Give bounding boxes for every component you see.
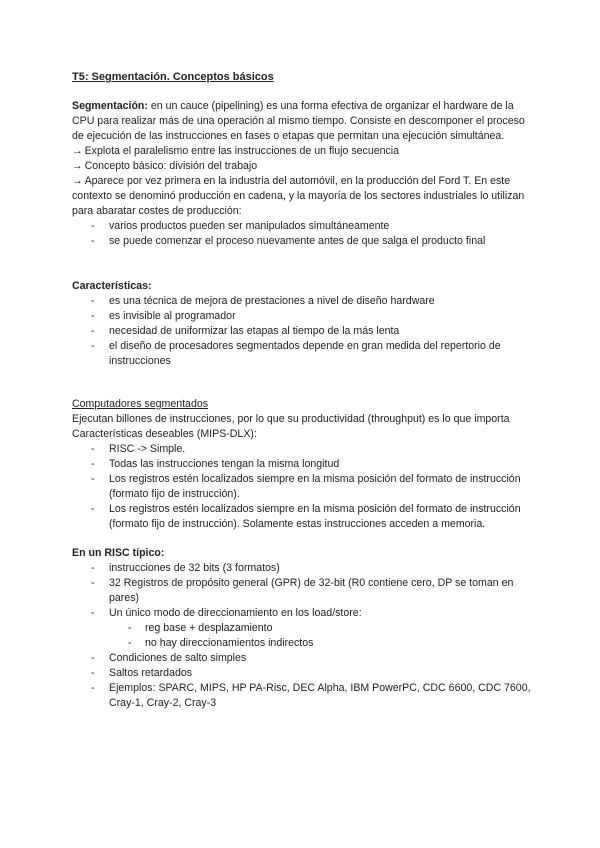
arrow-line-3 [72, 174, 534, 219]
list-item: - Los registros estén localizados siempre en la misma posición del formato de instrucción (formato fijo de instrucción). Solamente estas instrucciones acceden a memoria. [72, 502, 534, 532]
list-item: - instrucciones de 32 bits (3 formatos) [72, 561, 534, 576]
list-item: - Condiciones de salto simples [72, 651, 534, 666]
segmentacion-term: Segmentación: [72, 100, 148, 112]
computadores-intro: Ejecutan billones de instrucciones, por lo que su productividad (throughput) es lo que importa [72, 413, 510, 425]
list-item: - Un único modo de direccionamiento en los load/store: [72, 606, 534, 621]
list-item: - el diseño de procesadores segmentados depende en gran medida del repertorio de instrucciones [72, 339, 534, 369]
risc-heading-text: En un RISC típico: [72, 547, 165, 559]
segmentacion-list [72, 219, 534, 249]
list-item: - Los registros estén localizados siempre en la misma posición del formato de instrucción (formato fijo de instrucción). [72, 472, 534, 502]
risc-list [72, 561, 534, 621]
list-item: - Todas las instrucciones tengan la misma longitud [72, 457, 534, 472]
list-item: - necesidad de uniformizar las etapas al tiempo de la más lenta [72, 324, 534, 339]
arrow-line-2-text: Concepto básico: división del trabajo [84, 160, 258, 172]
risc-sublist [72, 621, 534, 651]
computadores-list [72, 442, 534, 532]
caracteristicas-heading-text: Características: [72, 280, 152, 292]
segmentacion-paragraph [72, 99, 534, 144]
computadores-desired: Características deseables (MIPS-DLX): [72, 428, 257, 440]
arrow-line-2 [72, 159, 534, 174]
list-item: - varios productos pueden ser manipulados simultáneamente [72, 219, 534, 234]
list-item: - Saltos retardados [72, 666, 534, 681]
list-item: - reg base + desplazamiento [72, 621, 534, 636]
caracteristicas-list [72, 294, 534, 369]
risc-list-continued [72, 651, 534, 711]
document-content [72, 70, 534, 711]
arrow-line-1 [72, 144, 534, 159]
computadores-heading: Computadores segmentados [72, 398, 209, 410]
list-item: - es una técnica de mejora de prestaciones a nivel de diseño hardware [72, 294, 534, 309]
list-item: - se puede comenzar el proceso nuevamente antes de que salga el producto final [72, 234, 534, 249]
list-item: - 32 Registros de propósito general (GPR) de 32-bit (R0 contiene cero, DP se toman en pares) [72, 576, 534, 606]
list-item: - es invisible al programador [72, 309, 534, 324]
list-item: - Ejemplos: SPARC, MIPS, HP PA-Risc, DEC Alpha, IBM PowerPC, CDC 6600, CDC 7600, Cray-1, Cray-2, Cray-3 [72, 681, 534, 711]
caracteristicas-heading [72, 279, 534, 294]
arrow-line-3-text: Aparece por vez primera en la industria del automóvil, en la producción del Ford T. En este contexto se denominó producción en cadena, y la mayoría de los sectores industriales lo utilizan para abaratar costes de producción: [72, 175, 525, 217]
arrow-line-1-text: Explota el paralelismo entre las instrucciones de un flujo secuencia [84, 145, 400, 157]
risc-heading [72, 546, 534, 561]
list-item: - no hay direccionamientos indirectos [72, 636, 534, 651]
page-title: T5: Segmentación. Conceptos básicos [72, 71, 274, 83]
list-item: - RISC -> Simple. [72, 442, 534, 457]
segmentacion-definition: en un cauce (pipelining) es una forma efectiva de organizar el hardware de la CPU para realizar más de una operación al mismo tiempo. Consiste en descomponer el proceso de ejecución de las instrucciones en fases o etapas que permitan una ejecución simultánea. [72, 100, 525, 142]
